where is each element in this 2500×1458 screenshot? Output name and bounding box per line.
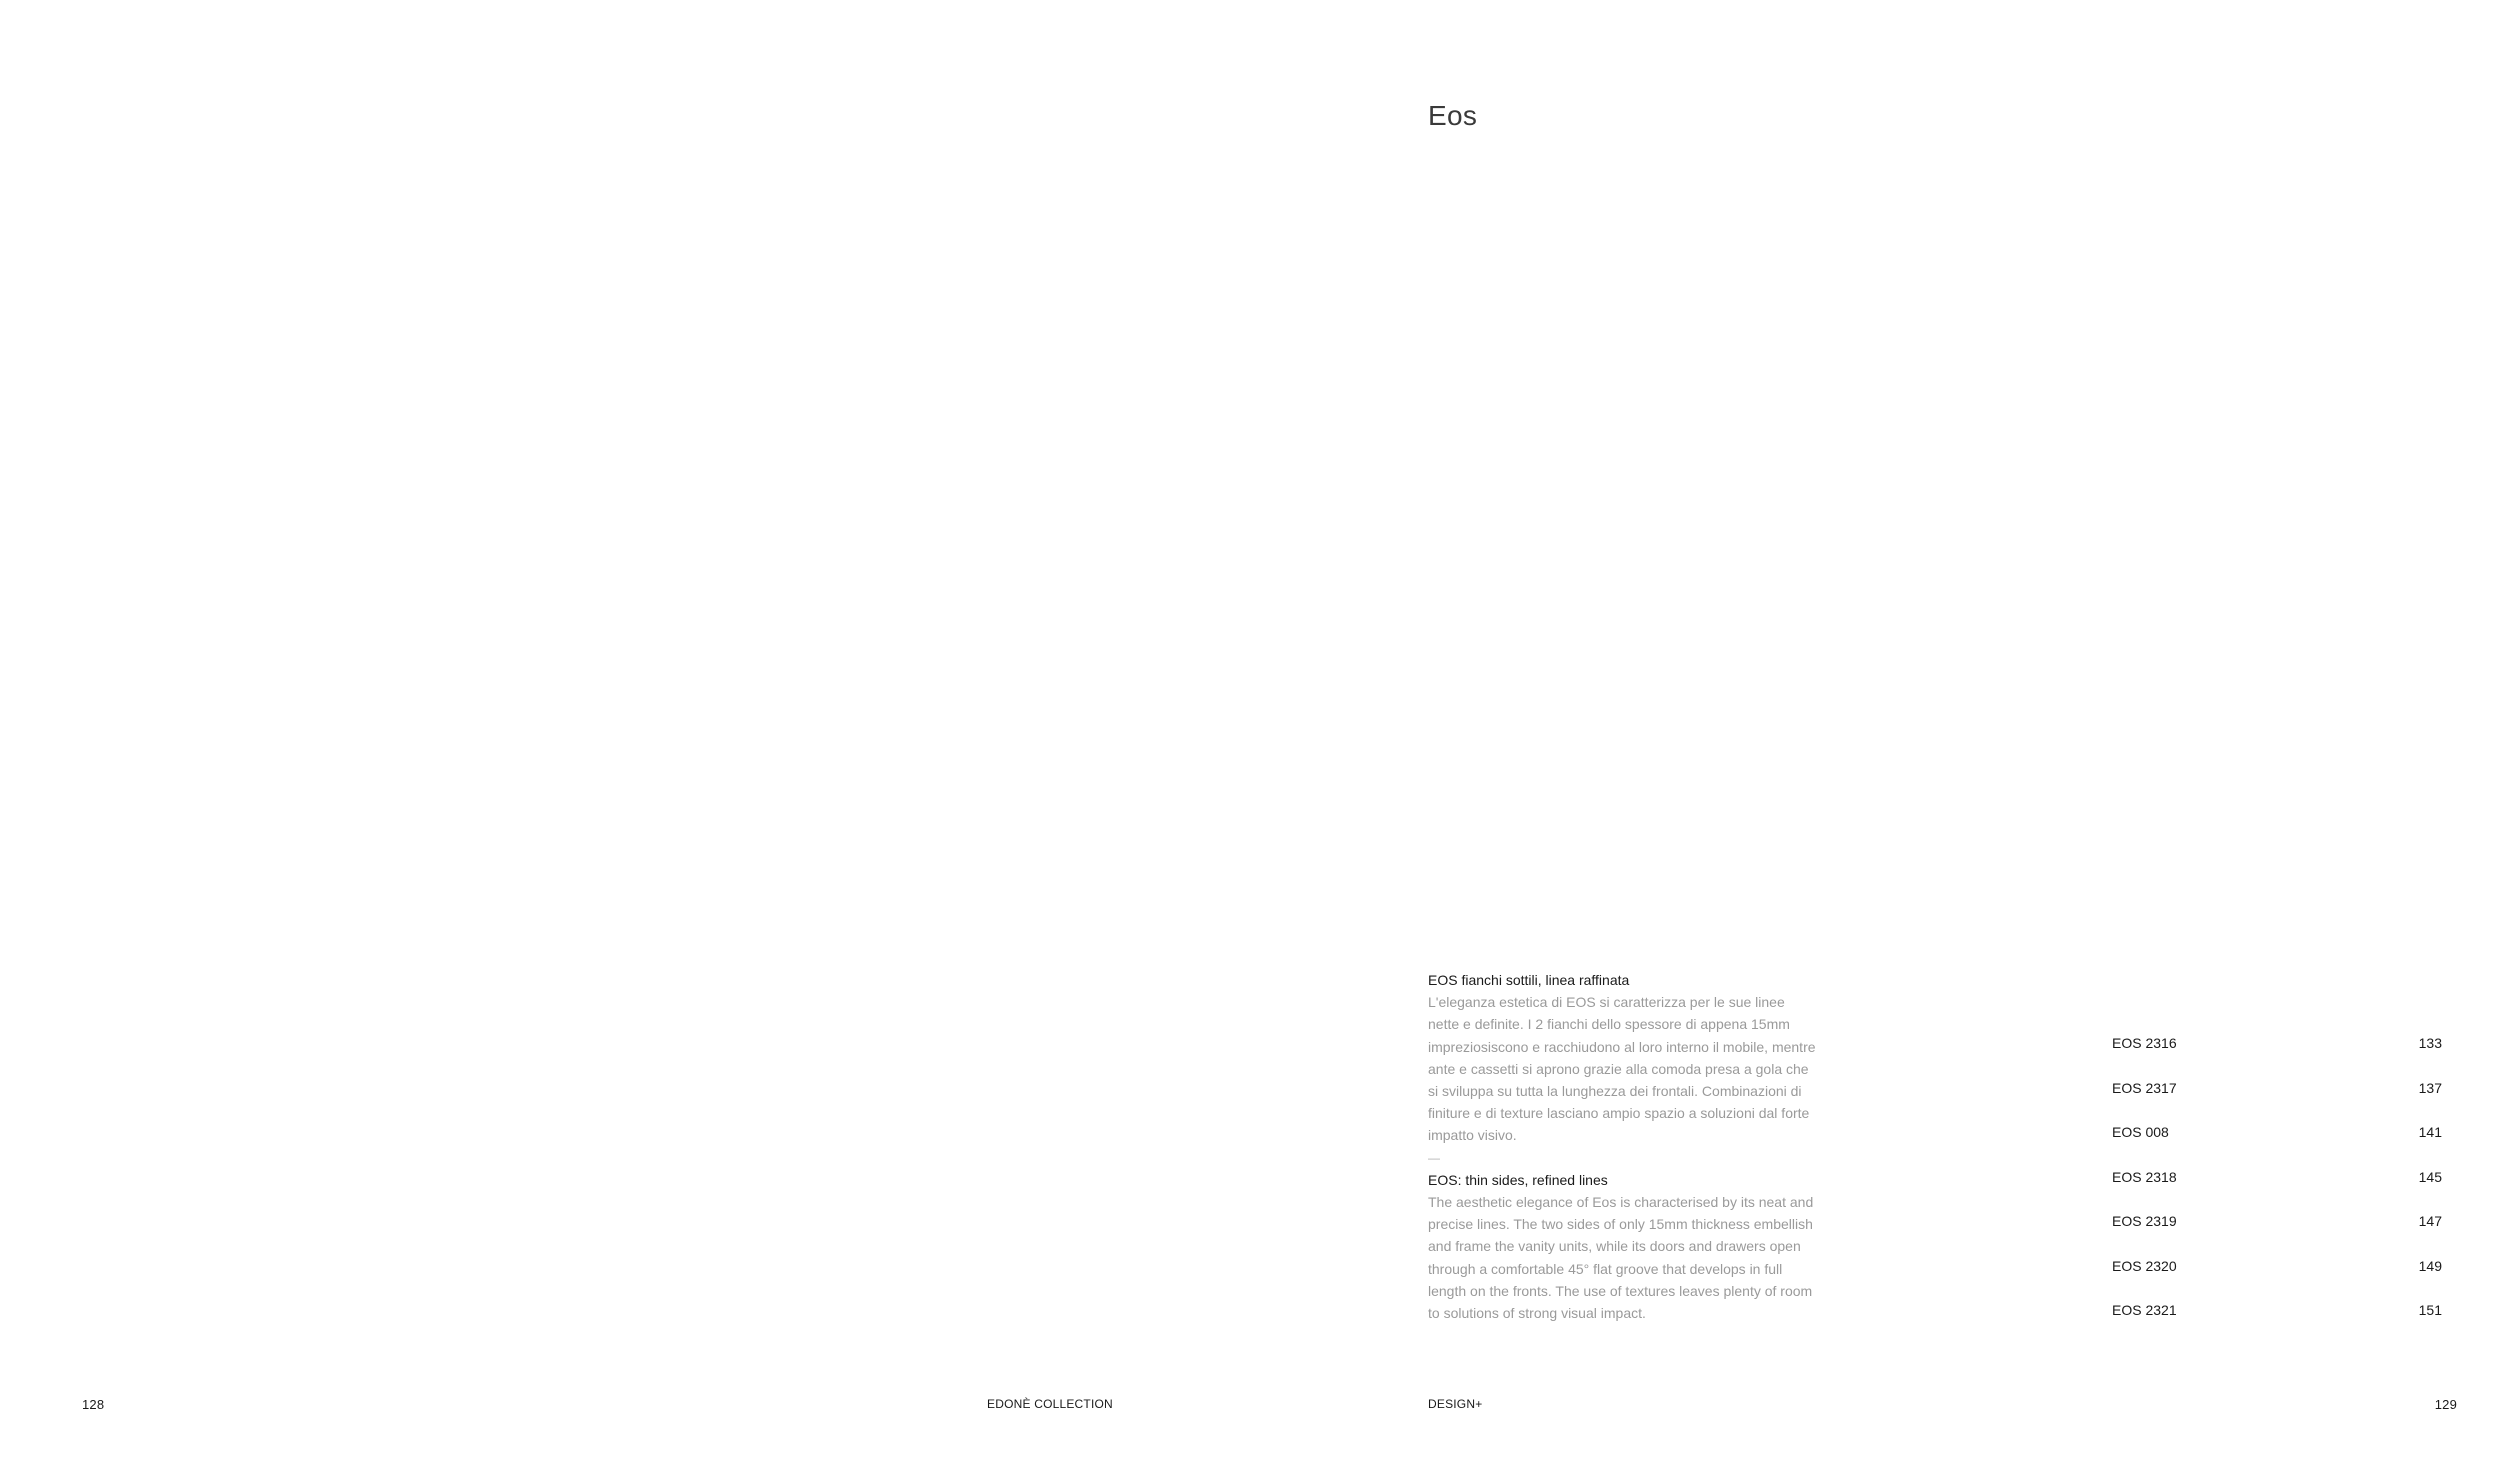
page-number-right: 129 (2434, 1397, 2457, 1412)
section-footer: DESIGN+ (1428, 1397, 1483, 1411)
model-name: EOS 2320 (2112, 1257, 2177, 1274)
model-page-number: 147 (2418, 1213, 2442, 1229)
right-page (1250, 0, 2500, 1458)
english-line: The aesthetic elegance of Eos is characterised by its neat and (1428, 1194, 1814, 1211)
model-name: EOS 2317 (2112, 1079, 2177, 1096)
italian-line: impatto visivo. (1428, 1127, 1517, 1144)
model-page-number: 133 (2418, 1035, 2442, 1051)
page-number-left: 128 (82, 1397, 105, 1412)
english-line: length on the fronts. The use of textures leaves plenty of room (1428, 1282, 1813, 1299)
english-line: and frame the vanity units, while its doors and drawers open (1428, 1238, 1801, 1255)
italian-heading: EOS fianchi sottili, linea raffinata (1428, 972, 1630, 988)
index-row-eos-2317[interactable] (2112, 1081, 2442, 1126)
description-block (1428, 969, 1868, 1324)
model-name: EOS 008 (2112, 1124, 2169, 1140)
collection-footer: EDONÈ COLLECTION (987, 1397, 1113, 1411)
italian-line: ante e cassetti si aprono grazie alla comoda presa a gola che (1428, 1060, 1809, 1077)
italian-line: nette e definite. I 2 fianchi dello spessore di appena 15mm (1428, 1016, 1790, 1033)
model-page-number: 145 (2418, 1168, 2442, 1185)
english-line: precise lines. The two sides of only 15mm thickness embellish (1428, 1216, 1813, 1233)
index-row-eos-2321[interactable] (2112, 1303, 2442, 1348)
index-row-eos-2320[interactable] (2112, 1259, 2442, 1304)
model-page-number: 137 (2418, 1079, 2442, 1096)
index-row-eos-008[interactable] (2112, 1125, 2442, 1170)
model-name: EOS 2318 (2112, 1168, 2177, 1185)
english-heading: EOS: thin sides, refined lines (1428, 1171, 1608, 1188)
model-name: EOS 2319 (2112, 1213, 2177, 1229)
english-line: to solutions of strong visual impact. (1428, 1305, 1646, 1322)
index-row-eos-2318[interactable] (2112, 1170, 2442, 1215)
index-row-eos-2319[interactable] (2112, 1214, 2442, 1259)
model-page-number: 141 (2418, 1124, 2442, 1140)
language-separator: — (1428, 1150, 1440, 1165)
page-title: Eos (1428, 100, 1478, 131)
italian-line: si sviluppa su tutta la lunghezza dei frontali. Combinazioni di (1428, 1083, 1802, 1100)
model-name: EOS 2321 (2112, 1302, 2177, 1318)
model-name: EOS 2316 (2112, 1035, 2177, 1051)
italian-line: finiture e di texture lasciano ampio spazio a soluzioni dal forte (1428, 1105, 1810, 1122)
model-page-number: 151 (2418, 1302, 2442, 1318)
index-row-eos-2316[interactable] (2112, 1036, 2442, 1081)
model-page-number: 149 (2418, 1257, 2442, 1274)
italian-line: impreziosiscono e racchiudono al loro interno il mobile, mentre (1428, 1038, 1816, 1055)
italian-line: L'eleganza estetica di EOS si caratterizza per le sue linee (1428, 994, 1785, 1011)
english-line: through a comfortable 45° flat groove that develops in full (1428, 1260, 1783, 1277)
model-index (2112, 1036, 2442, 1348)
